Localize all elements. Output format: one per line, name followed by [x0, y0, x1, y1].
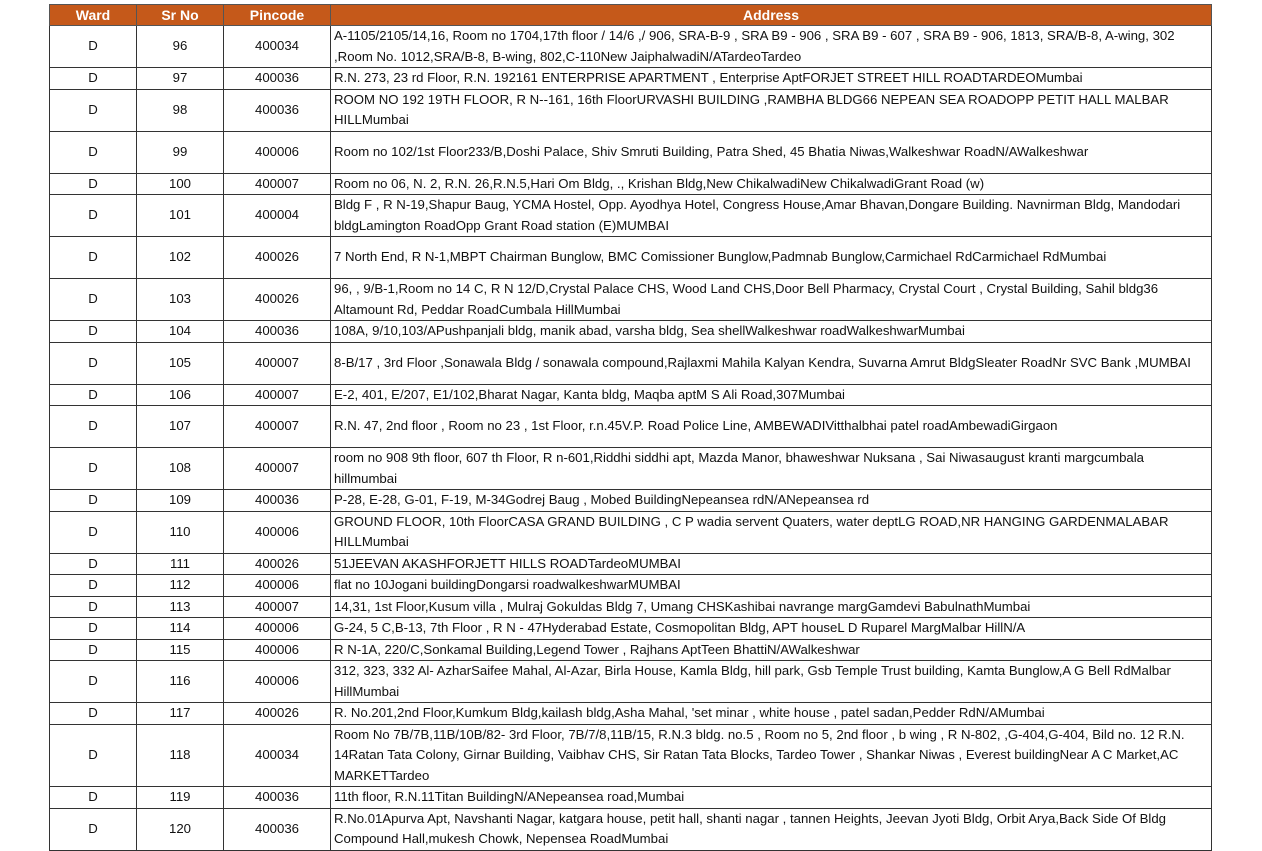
ward-cell: D [50, 131, 137, 173]
address-cell: 11th floor, R.N.11Titan BuildingN/ANepeansea road,Mumbai [331, 787, 1212, 809]
pincode-cell: 400036 [224, 68, 331, 90]
sr-no-cell: 100 [137, 173, 224, 195]
ward-cell: D [50, 279, 137, 321]
table-row [50, 406, 1212, 448]
table-row [50, 321, 1212, 343]
ward-cell: D [50, 661, 137, 703]
sr-no-cell: 112 [137, 575, 224, 597]
pincode-cell: 400036 [224, 490, 331, 512]
ward-cell: D [50, 490, 137, 512]
table-row [50, 618, 1212, 640]
sr-no-cell: 96 [137, 26, 224, 68]
ward-cell: D [50, 575, 137, 597]
pincode-cell: 400026 [224, 703, 331, 725]
sr-no-cell: 110 [137, 511, 224, 553]
address-cell: 312, 323, 332 Al- AzharSaifee Mahal, Al-Azar, Birla House, Kamla Bldg, hill park, Gsb Temple Trust building, Kamta Bunglow,A G Bell RdMalbar HillMumbai [331, 661, 1212, 703]
ward-cell: D [50, 511, 137, 553]
address-cell: GROUND FLOOR, 10th FloorCASA GRAND BUILDING , C P wadia servent Quaters, water deptLG ROAD,NR HANGING GARDENMALABAR HILLMumbai [331, 511, 1212, 553]
address-cell: 51JEEVAN AKASHFORJETT HILLS ROADTardeoMUMBAI [331, 553, 1212, 575]
sr-no-cell: 119 [137, 787, 224, 809]
pincode-cell: 400034 [224, 26, 331, 68]
ward-cell: D [50, 724, 137, 787]
address-cell: 14,31, 1st Floor,Kusum villa , Mulraj Gokuldas Bldg 7, Umang CHSKashibai navrange margGamdevi BabulnathMumbai [331, 596, 1212, 618]
ward-cell: D [50, 173, 137, 195]
address-cell: flat no 10Jogani buildingDongarsi roadwalkeshwarMUMBAI [331, 575, 1212, 597]
address-cell: P-28, E-28, G-01, F-19, M-34Godrej Baug , Mobed BuildingNepeansea rdN/ANepeansea rd [331, 490, 1212, 512]
ward-cell: D [50, 808, 137, 850]
table-row [50, 553, 1212, 575]
sr-no-cell: 116 [137, 661, 224, 703]
table-row [50, 173, 1212, 195]
table-row [50, 724, 1212, 787]
ward-cell: D [50, 596, 137, 618]
address-cell: 7 North End, R N-1,MBPT Chairman Bunglow, BMC Comissioner Bunglow,Padmnab Bunglow,Carmichael RdCarmichael RdMumbai [331, 237, 1212, 279]
sr-no-cell: 97 [137, 68, 224, 90]
table-row [50, 639, 1212, 661]
address-cell: room no 908 9th floor, 607 th Floor, R n-601,Riddhi siddhi apt, Mazda Manor, bhaweshwar Nuksana , Sai Niwasaugust kranti margcumbala hillmumbai [331, 448, 1212, 490]
pincode-cell: 400026 [224, 237, 331, 279]
pincode-cell: 400006 [224, 511, 331, 553]
pincode-cell: 400006 [224, 575, 331, 597]
pincode-cell: 400034 [224, 724, 331, 787]
sr-no-cell: 101 [137, 195, 224, 237]
address-cell: 108A, 9/10,103/APushpanjali bldg, manik abad, varsha bldg, Sea shellWalkeshwar roadWalkeshwarMumbai [331, 321, 1212, 343]
table-row [50, 661, 1212, 703]
ward-cell: D [50, 703, 137, 725]
table-row [50, 342, 1212, 384]
ward-cell: D [50, 553, 137, 575]
ward-cell: D [50, 321, 137, 343]
sr-no-cell: 118 [137, 724, 224, 787]
pincode-cell: 400006 [224, 661, 331, 703]
sr-no-cell: 108 [137, 448, 224, 490]
table-row [50, 89, 1212, 131]
sr-no-cell: 105 [137, 342, 224, 384]
address-cell: 96, , 9/B-1,Room no 14 C, R N 12/D,Crystal Palace CHS, Wood Land CHS,Door Bell Pharmacy, Crystal Court , Crystal Building, Sahil bldg36 Altamount Rd, Peddar RoadCumbala HillMumbai [331, 279, 1212, 321]
sr-no-cell: 107 [137, 406, 224, 448]
address-cell: Room no 102/1st Floor233/B,Doshi Palace, Shiv Smruti Building, Patra Shed, 45 Bhatia Niwas,Walkeshwar RoadN/AWalkeshwar [331, 131, 1212, 173]
address-cell: R.N. 273, 23 rd Floor, R.N. 192161 ENTERPRISE APARTMENT , Enterprise AptFORJET STREET HILL ROADTARDEOMumbai [331, 68, 1212, 90]
pincode-cell: 400004 [224, 195, 331, 237]
ward-cell: D [50, 237, 137, 279]
sr-no-cell: 120 [137, 808, 224, 850]
sr-no-cell: 99 [137, 131, 224, 173]
table-row [50, 490, 1212, 512]
address-cell: R.No.01Apurva Apt, Navshanti Nagar, katgara house, petit hall, shanti nagar , tannen Heights, Jeevan Jyoti Bldg, Orbit Arya,Back Side Of Bldg Compound Hall,mukesh Chowk, Nepensea RoadMumbai [331, 808, 1212, 850]
ward-cell: D [50, 787, 137, 809]
table-row [50, 596, 1212, 618]
table-row [50, 237, 1212, 279]
sr-no-cell: 117 [137, 703, 224, 725]
table-row [50, 808, 1212, 850]
sr-no-cell: 109 [137, 490, 224, 512]
ward-cell: D [50, 195, 137, 237]
address-cell: ROOM NO 192 19TH FLOOR, R N--161, 16th FloorURVASHI BUILDING ,RAMBHA BLDG66 NEPEAN SEA ROADOPP PETIT HALL MALBAR HILLMumbai [331, 89, 1212, 131]
ward-cell: D [50, 68, 137, 90]
table-row [50, 703, 1212, 725]
table-row [50, 787, 1212, 809]
address-cell: R. No.201,2nd Floor,Kumkum Bldg,kailash bldg,Asha Mahal, 'set minar , white house , patel sadan,Pedder RdN/AMumbai [331, 703, 1212, 725]
sr-no-cell: 103 [137, 279, 224, 321]
ward-cell: D [50, 618, 137, 640]
address-cell: E-2, 401, E/207, E1/102,Bharat Nagar, Kanta bldg, Maqba aptM S Ali Road,307Mumbai [331, 384, 1212, 406]
pincode-cell: 400007 [224, 342, 331, 384]
pincode-cell: 400026 [224, 553, 331, 575]
address-cell: A-1105/2105/14,16, Room no 1704,17th floor / 14/6 ,/ 906, SRA-B-9 , SRA B9 - 906 , SRA B9 - 607 , SRA B9 - 906, 1813, SRA/B-8, A-wing, 302 ,Room No. 1012,SRA/B-8, B-wing, 802,C-110New JaiphalwadiN/ATardeoTardeo [331, 26, 1212, 68]
header-ward: Ward [50, 5, 137, 26]
table-body [50, 26, 1212, 851]
header-row [50, 5, 1212, 26]
header-address: Address [331, 5, 1212, 26]
pincode-cell: 400036 [224, 808, 331, 850]
sr-no-cell: 114 [137, 618, 224, 640]
address-cell: Room No 7B/7B,11B/10B/82- 3rd Floor, 7B/7/8,11B/15, R.N.3 bldg. no.5 , Room no 5, 2nd floor , b wing , R N-802, ,G-404,G-404, Bild no. 12 R.N. 14Ratan Tata Colony, Girnar Building, Vaibhav CHS, Sir Ratan Tata Blocks, Tardeo Tower , Shankar Niwas , Everest buildingNear A C Market,AC MARKETTardeo [331, 724, 1212, 787]
pincode-cell: 400036 [224, 321, 331, 343]
address-cell: R N-1A, 220/C,Sonkamal Building,Legend Tower , Rajhans AptTeen BhattiN/AWalkeshwar [331, 639, 1212, 661]
ward-cell: D [50, 89, 137, 131]
address-cell: R.N. 47, 2nd floor , Room no 23 , 1st Floor, r.n.45V.P. Road Police Line, AMBEWADIVitthalbhai patel roadAmbewadiGirgaon [331, 406, 1212, 448]
address-cell: Room no 06, N. 2, R.N. 26,R.N.5,Hari Om Bldg, ., Krishan Bldg,New ChikalwadiNew ChikalwadiGrant Road (w) [331, 173, 1212, 195]
table-row [50, 279, 1212, 321]
pincode-cell: 400007 [224, 173, 331, 195]
table-row [50, 448, 1212, 490]
pincode-cell: 400006 [224, 639, 331, 661]
sr-no-cell: 106 [137, 384, 224, 406]
pincode-cell: 400007 [224, 384, 331, 406]
table-row [50, 511, 1212, 553]
sr-no-cell: 102 [137, 237, 224, 279]
sr-no-cell: 111 [137, 553, 224, 575]
address-table [49, 4, 1212, 851]
sr-no-cell: 115 [137, 639, 224, 661]
pincode-cell: 400026 [224, 279, 331, 321]
table-row [50, 68, 1212, 90]
sr-no-cell: 98 [137, 89, 224, 131]
table-row [50, 384, 1212, 406]
ward-cell: D [50, 448, 137, 490]
pincode-cell: 400006 [224, 618, 331, 640]
header-sr-no: Sr No [137, 5, 224, 26]
pincode-cell: 400036 [224, 89, 331, 131]
ward-cell: D [50, 342, 137, 384]
table-row [50, 195, 1212, 237]
sr-no-cell: 113 [137, 596, 224, 618]
address-cell: 8-B/17 , 3rd Floor ,Sonawala Bldg / sonawala compound,Rajlaxmi Mahila Kalyan Kendra, Suvarna Amrut BldgSleater RoadNr SVC Bank ,MUMBAI [331, 342, 1212, 384]
ward-cell: D [50, 639, 137, 661]
pincode-cell: 400007 [224, 406, 331, 448]
sr-no-cell: 104 [137, 321, 224, 343]
pincode-cell: 400006 [224, 131, 331, 173]
ward-cell: D [50, 26, 137, 68]
address-cell: Bldg F , R N-19,Shapur Baug, YCMA Hostel, Opp. Ayodhya Hotel, Congress House,Amar Bhavan,Dongare Building. Navnirman Bldg, Mandodari bldgLamington RoadOpp Grant Road station (E)MUMBAI [331, 195, 1212, 237]
pincode-cell: 400007 [224, 448, 331, 490]
header-pincode: Pincode [224, 5, 331, 26]
ward-cell: D [50, 406, 137, 448]
table-row [50, 575, 1212, 597]
address-cell: G-24, 5 C,B-13, 7th Floor , R N - 47Hyderabad Estate, Cosmopolitan Bldg, APT houseL D Ruparel MargMalbar HillN/A [331, 618, 1212, 640]
pincode-cell: 400036 [224, 787, 331, 809]
table-row [50, 26, 1212, 68]
table-row [50, 131, 1212, 173]
ward-cell: D [50, 384, 137, 406]
pincode-cell: 400007 [224, 596, 331, 618]
